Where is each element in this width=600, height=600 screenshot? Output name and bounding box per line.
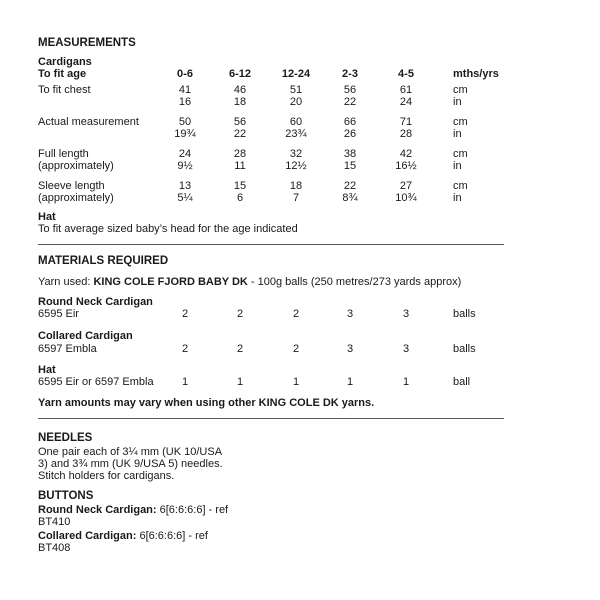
cell-in: 23¾ [285, 128, 307, 140]
cell-cm: 18 [289, 180, 303, 192]
cell-cm: 60 [289, 116, 303, 128]
cell-in: 22 [233, 128, 247, 140]
cell-in: 10¾ [395, 192, 417, 204]
unit-in: in [453, 192, 462, 204]
needles-line: 3) and 3¾ mm (UK 9/USA 5) needles. [38, 458, 223, 470]
cell-cm: 15 [233, 180, 247, 192]
age-header: 2-3 [342, 68, 358, 80]
unit-in: in [453, 128, 462, 140]
cell-cm: 32 [289, 148, 303, 160]
button-spec-title: Collared Cardigan: [38, 530, 137, 542]
cell-in: 11 [234, 160, 246, 172]
age-header: 0-6 [177, 68, 193, 80]
cell-cm: 41 [178, 84, 192, 96]
unit-cm: cm [453, 180, 468, 192]
cell-cm: 66 [343, 116, 357, 128]
cell-in: 22 [343, 96, 357, 108]
row-label: To fit chest [38, 84, 91, 96]
cell-cm: 24 [178, 148, 192, 160]
cell-in: 26 [343, 128, 357, 140]
cell-in: 6 [236, 192, 244, 204]
unit-cm: cm [453, 84, 468, 96]
qty-cell: 3 [402, 343, 410, 355]
section-divider [38, 244, 504, 245]
qty-cell: 2 [181, 343, 189, 355]
cell-cm: 22 [343, 180, 357, 192]
button-spec-text: 6[6:6:6:6] - ref [156, 504, 229, 516]
age-header: 6-12 [228, 68, 252, 80]
qty-cell: 2 [292, 343, 300, 355]
button-spec-text: 6[6:6:6:6] - ref [136, 530, 208, 542]
cell-in: 15 [343, 160, 357, 172]
buttons-heading: BUTTONS [38, 490, 94, 502]
row-label: Full length [38, 148, 89, 160]
material-title: Hat [38, 364, 56, 376]
qty-cell: 1 [402, 376, 410, 388]
cell-in: 24 [399, 96, 413, 108]
qty-cell: 2 [236, 343, 244, 355]
qty-cell: 1 [181, 376, 189, 388]
needles-line: One pair each of 3¼ mm (UK 10/USA [38, 446, 223, 458]
to-fit-age-label: To fit age [38, 68, 87, 80]
cell-cm: 28 [233, 148, 247, 160]
qty-cell: 1 [292, 376, 300, 388]
yarn-note: Yarn amounts may vary when using other KING COLE DK yarns. [38, 397, 375, 409]
cell-in: 18 [233, 96, 247, 108]
measurements-heading: MEASUREMENTS [38, 37, 136, 49]
cell-in: 19¾ [174, 128, 196, 140]
needles-line: Stitch holders for cardigans. [38, 470, 175, 482]
cell-in: 28 [399, 128, 413, 140]
hat-label: Hat [38, 211, 56, 223]
yarn-used-line [38, 276, 461, 289]
qty-cell: 3 [346, 308, 354, 320]
qty-cell: 2 [181, 308, 189, 320]
unit-cm: cm [453, 116, 468, 128]
unit-in: in [453, 96, 462, 108]
button-spec-title: Round Neck Cardigan: [38, 504, 157, 516]
cell-in: 5¼ [177, 192, 193, 204]
cell-cm: 56 [343, 84, 357, 96]
cell-in: 12½ [285, 160, 307, 172]
needles-heading: NEEDLES [38, 432, 93, 444]
cell-cm: 27 [399, 180, 413, 192]
cell-in: 8¾ [342, 192, 358, 204]
cell-in: 20 [289, 96, 303, 108]
yarn-suffix: - 100g balls (250 metres/273 yards approx) [247, 276, 462, 288]
age-header: 4-5 [398, 68, 414, 80]
qty-cell: 3 [346, 343, 354, 355]
cell-cm: 56 [233, 116, 247, 128]
qty-unit: balls [453, 308, 476, 320]
row-label-sub: (approximately) [38, 160, 114, 172]
qty-cell: 2 [236, 308, 244, 320]
material-shade: 6597 Embla [38, 343, 97, 355]
cell-in: 9½ [177, 160, 193, 172]
materials-heading: MATERIALS REQUIRED [38, 255, 169, 267]
age-header: 12-24 [281, 68, 311, 80]
qty-cell: 1 [346, 376, 354, 388]
cell-cm: 61 [399, 84, 413, 96]
cell-in: 7 [292, 192, 300, 204]
cell-in: 16 [178, 96, 192, 108]
qty-cell: 2 [292, 308, 300, 320]
cell-cm: 71 [399, 116, 413, 128]
hat-text: To fit average sized baby’s head for the age indicated [38, 223, 298, 235]
cell-cm: 13 [178, 180, 192, 192]
cell-cm: 46 [233, 84, 247, 96]
button-ref: BT408 [38, 542, 71, 554]
cardigans-label: Cardigans [38, 56, 92, 68]
cell-in: 16½ [395, 160, 417, 172]
unit-in: in [453, 160, 462, 172]
cell-cm: 42 [399, 148, 413, 160]
material-shade: 6595 Eir [38, 308, 79, 320]
age-unit-header: mths/yrs [453, 68, 499, 80]
qty-cell: 3 [402, 308, 410, 320]
unit-cm: cm [453, 148, 468, 160]
qty-unit: balls [453, 343, 476, 355]
cell-cm: 38 [343, 148, 357, 160]
row-label: Sleeve length [38, 180, 105, 192]
row-label: Actual measurement [38, 116, 139, 128]
cell-cm: 50 [178, 116, 192, 128]
yarn-prefix: Yarn used: [38, 276, 91, 288]
button-ref: BT410 [38, 516, 71, 528]
row-label-sub: (approximately) [38, 192, 114, 204]
material-shade: 6595 Eir or 6597 Embla [38, 376, 154, 388]
qty-cell: 1 [236, 376, 244, 388]
qty-unit: ball [453, 376, 471, 388]
section-divider [38, 418, 504, 419]
yarn-name: KING COLE FJORD BABY DK [93, 276, 248, 288]
material-title: Round Neck Cardigan [38, 296, 153, 308]
cell-cm: 51 [289, 84, 303, 96]
material-title: Collared Cardigan [38, 330, 133, 342]
